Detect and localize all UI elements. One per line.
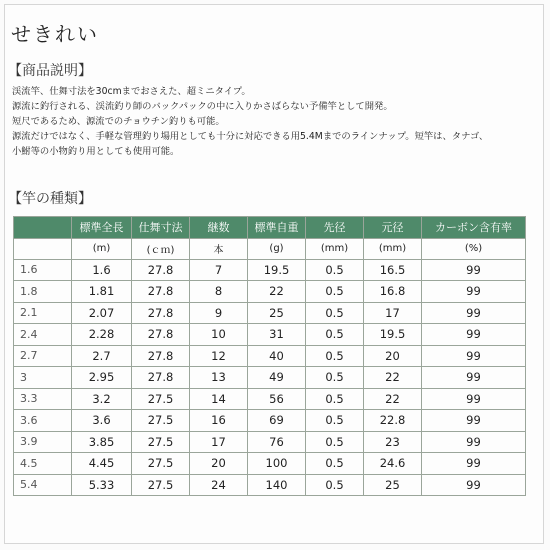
value-cell: 69 [248,410,306,432]
unit-cell: (%) [422,238,526,259]
value-cell: 99 [422,367,526,389]
value-cell: 19.5 [364,324,422,346]
table-row [14,259,526,281]
value-cell: 99 [422,453,526,475]
value-cell: 8 [190,281,248,303]
header-cell-blank [14,217,72,239]
value-cell: 2.28 [72,324,132,346]
unit-cell: (g) [248,238,306,259]
model-cell: 2.4 [14,324,72,346]
value-cell: 22 [364,367,422,389]
value-cell: 16 [190,410,248,432]
value-cell: 27.5 [132,410,190,432]
table-header-row [14,217,526,239]
value-cell: 25 [248,302,306,324]
description-line: 源流だけではなく、手軽な管理釣り場用としても十分に対応できる用5.4Mまでのラインナップ。短竿は、タナゴ、 [12,131,489,142]
value-cell: 27.5 [132,474,190,496]
value-cell: 27.8 [132,302,190,324]
table-unit-row [14,238,526,259]
value-cell: 25 [364,474,422,496]
value-cell: 27.5 [132,388,190,410]
value-cell: 100 [248,453,306,475]
table-row [14,367,526,389]
description-line: 小鮒等の小物釣り用としても使用可能。 [12,146,180,157]
value-cell: 12 [190,345,248,367]
value-cell: 0.5 [306,388,364,410]
value-cell: 0.5 [306,431,364,453]
table-row [14,453,526,475]
unit-cell: (m) [72,238,132,259]
header-cell-weight: 標準自重 [248,217,306,239]
header-cell-butt-diameter: 元径 [364,217,422,239]
value-cell: 27.8 [132,345,190,367]
model-cell: 3.9 [14,431,72,453]
unit-cell: (mm) [306,238,364,259]
value-cell: 16.5 [364,259,422,281]
table-heading: 【竿の種類】 [8,191,92,207]
value-cell: 0.5 [306,453,364,475]
value-cell: 140 [248,474,306,496]
value-cell: 56 [248,388,306,410]
unit-cell: (mm) [364,238,422,259]
value-cell: 2.95 [72,367,132,389]
value-cell: 22.8 [364,410,422,432]
value-cell: 99 [422,410,526,432]
model-cell: 4.5 [14,453,72,475]
header-cell-sections: 継数 [190,217,248,239]
value-cell: 0.5 [306,345,364,367]
value-cell: 76 [248,431,306,453]
table-row [14,410,526,432]
value-cell: 99 [422,431,526,453]
value-cell: 3.85 [72,431,132,453]
value-cell: 20 [364,345,422,367]
model-cell: 1.8 [14,281,72,303]
description-line: 渓流竿、仕舞寸法を30cmまでおさえた、超ミニタイプ。 [12,86,251,97]
value-cell: 40 [248,345,306,367]
value-cell: 17 [190,431,248,453]
value-cell: 99 [422,345,526,367]
header-cell-length: 標準全長 [72,217,132,239]
value-cell: 5.33 [72,474,132,496]
model-cell: 2.1 [14,302,72,324]
value-cell: 2.07 [72,302,132,324]
description-heading: 【商品説明】 [8,63,92,79]
value-cell: 3.2 [72,388,132,410]
value-cell: 16.8 [364,281,422,303]
value-cell: 0.5 [306,281,364,303]
table-row [14,345,526,367]
value-cell: 0.5 [306,410,364,432]
value-cell: 0.5 [306,474,364,496]
value-cell: 1.6 [72,259,132,281]
value-cell: 20 [190,453,248,475]
table-body [14,259,526,496]
unit-cell: (ｃｍ) [132,238,190,259]
product-description [12,84,542,159]
value-cell: 99 [422,281,526,303]
table-row [14,388,526,410]
value-cell: 0.5 [306,302,364,324]
value-cell: 99 [422,474,526,496]
value-cell: 0.5 [306,259,364,281]
value-cell: 99 [422,302,526,324]
description-line: 短尺であるため、源流でのチョウチン釣りも可能。 [12,116,225,127]
value-cell: 3.6 [72,410,132,432]
value-cell: 0.5 [306,324,364,346]
header-cell-tip-diameter: 先径 [306,217,364,239]
table-row [14,324,526,346]
value-cell: 7 [190,259,248,281]
unit-cell [14,238,72,259]
value-cell: 99 [422,324,526,346]
product-title: せきれい [11,22,99,46]
model-cell: 2.7 [14,345,72,367]
value-cell: 2.7 [72,345,132,367]
table-row [14,431,526,453]
unit-cell: 本 [190,238,248,259]
value-cell: 22 [364,388,422,410]
value-cell: 10 [190,324,248,346]
value-cell: 19.5 [248,259,306,281]
header-cell-closed-length: 仕舞寸法 [132,217,190,239]
value-cell: 23 [364,431,422,453]
value-cell: 24 [190,474,248,496]
table-row [14,302,526,324]
value-cell: 14 [190,388,248,410]
description-line: 源流に釣行される、渓流釣り師のバックパックの中に入りかさばらない予備竿として開発。 [12,101,393,112]
value-cell: 49 [248,367,306,389]
value-cell: 27.8 [132,281,190,303]
value-cell: 22 [248,281,306,303]
value-cell: 99 [422,259,526,281]
model-cell: 3 [14,367,72,389]
table-row [14,281,526,303]
spec-table [13,216,526,496]
model-cell: 3.3 [14,388,72,410]
value-cell: 17 [364,302,422,324]
model-cell: 3.6 [14,410,72,432]
value-cell: 99 [422,388,526,410]
table-row [14,474,526,496]
model-cell: 5.4 [14,474,72,496]
value-cell: 0.5 [306,367,364,389]
value-cell: 27.8 [132,367,190,389]
value-cell: 1.81 [72,281,132,303]
value-cell: 27.5 [132,431,190,453]
value-cell: 4.45 [72,453,132,475]
header-cell-carbon-content: カーボン含有率 [422,217,526,239]
value-cell: 24.6 [364,453,422,475]
value-cell: 27.5 [132,453,190,475]
model-cell: 1.6 [14,259,72,281]
value-cell: 31 [248,324,306,346]
value-cell: 9 [190,302,248,324]
value-cell: 27.8 [132,324,190,346]
value-cell: 13 [190,367,248,389]
value-cell: 27.8 [132,259,190,281]
